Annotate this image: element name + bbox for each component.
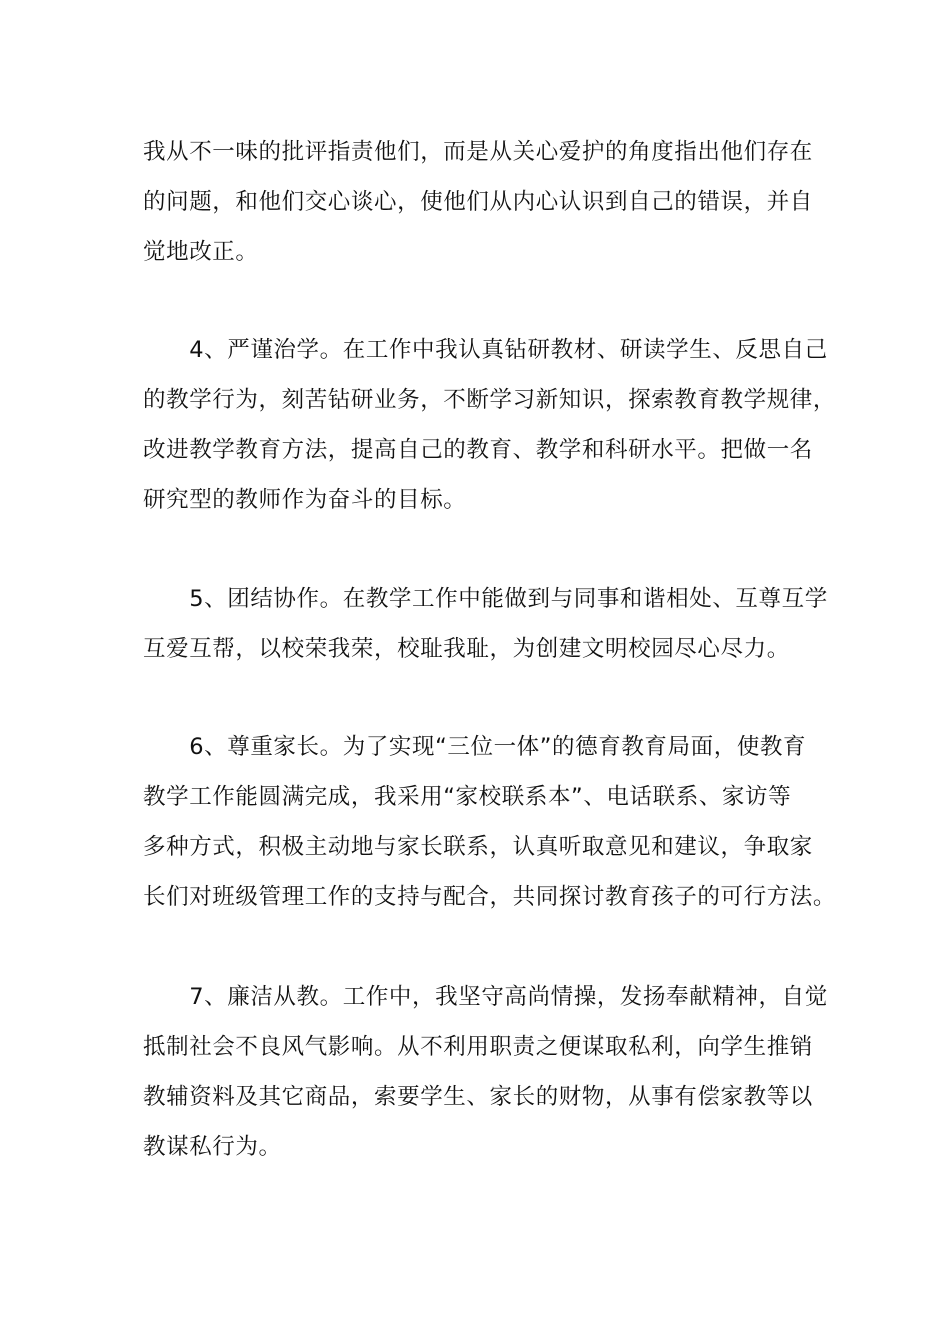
text-line: 5、团结协作。在教学工作中能做到与同事和谐相处、互尊互学 — [143, 586, 828, 612]
paragraph-teamwork — [143, 574, 828, 674]
text-line: 教学工作能圆满完成，我采用“家校联系本”、电话联系、家访等 — [143, 784, 792, 810]
text-line: 教谋私行为。 — [143, 1134, 282, 1160]
text-line: 的教学行为，刻苦钻研业务，不断学习新知识，探索教育教学规律， — [143, 387, 837, 413]
text-line: 7、廉洁从教。工作中，我坚守高尚情操，发扬奉献精神，自觉 — [143, 984, 828, 1010]
paragraph-rigorous-study — [143, 325, 837, 525]
text-line: 研究型的教师作为奋斗的目标。 — [143, 487, 467, 513]
text-line: 觉地改正。 — [143, 239, 259, 265]
paragraph-criticism — [143, 127, 813, 277]
text-line: 长们对班级管理工作的支持与配合，共同探讨教育孩子的可行方法。 — [143, 884, 837, 910]
text-line: 4、严谨治学。在工作中我认真钻研教材、研读学生、反思自己 — [143, 337, 828, 363]
text-line: 的问题，和他们交心谈心，使他们从内心认识到自己的错误，并自 — [143, 189, 813, 215]
text-line: 抵制社会不良风气影响。从不利用职责之便谋取私利，向学生推销 — [143, 1034, 813, 1060]
text-line: 改进教学教育方法，提高自己的教育、教学和科研水平。把做一名 — [143, 437, 813, 463]
text-line: 6、尊重家长。为了实现“三位一体”的德育教育局面，使教育 — [143, 734, 807, 760]
text-line: 互爱互帮，以校荣我荣，校耻我耻，为创建文明校园尽心尽力。 — [143, 636, 790, 662]
text-line: 我从不一味的批评指责他们，而是从关心爱护的角度指出他们存在 — [143, 139, 813, 165]
paragraph-respect-parents — [143, 722, 837, 922]
text-line: 多种方式，积极主动地与家长联系，认真听取意见和建议，争取家 — [143, 834, 813, 860]
paragraph-integrity — [143, 972, 828, 1172]
text-line: 教辅资料及其它商品，索要学生、家长的财物，从事有偿家教等以 — [143, 1084, 813, 1110]
